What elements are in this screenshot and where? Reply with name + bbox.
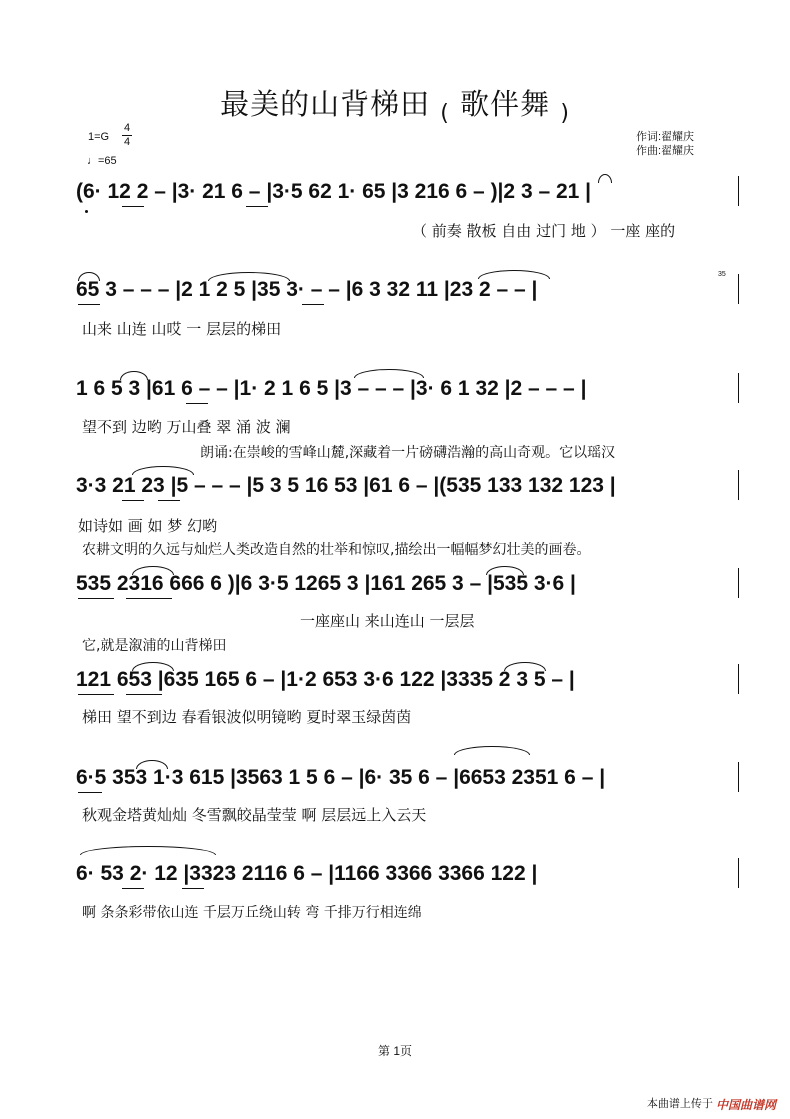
notation-line: 65 3 – – – |2 1 2 5 |35 3· – – |6 3 32 11 |23 2 – – | [76,278,538,301]
slur [354,369,424,378]
key-signature: 1=G [88,131,110,143]
notation-line: 1 6 5 3 |61 6 – – |1· 2 1 6 5 |3 – – – |3· 6 1 32 |2 – – – | [76,377,587,400]
beam [78,792,102,793]
slur [132,566,174,575]
notation-line: 3·3 21 23 |5 – – – |5 3 5 16 53 |61 6 – |(535 133 132 123 | [76,474,616,497]
title-open-paren: ( [440,101,450,126]
staff-row-4 [76,474,746,508]
title-close-paren: ) [560,101,570,126]
slur [478,270,550,279]
slur [136,760,168,769]
bar-line [738,664,739,694]
beam [246,206,268,207]
notation-line: 6·5 353 1·3 615 |3563 1 5 6 – |6· 35 6 – |6653 2351 6 – | [76,766,606,789]
beam [182,888,204,889]
slur [132,466,194,475]
time-signature [122,122,132,149]
lyric-line: 啊 条条彩带依山连 千层万丘绕山转 弯 千排万行相连绵 [82,905,422,921]
slur [208,272,290,281]
beam [122,206,144,207]
slur [486,566,524,575]
time-sig-bottom: 4 [123,136,131,148]
beam [78,598,114,599]
staff-row-3 [76,377,746,411]
lyricist-credit: 作词:翟耀庆 [636,131,695,143]
slur [454,746,530,755]
narration-line: 它,就是溆浦的山背梯田 [82,638,227,654]
time-sig-top: 4 [123,122,131,134]
staff-row-6 [76,668,746,702]
title-main: 最美的山背梯田 [220,87,431,121]
lyric-line: 山来 山连 山哎 一 层层的梯田 [82,320,282,338]
tempo-value: =65 [98,155,117,167]
staff-row-1 [76,180,746,214]
bar-line [738,176,739,206]
beam [78,694,114,695]
lyric-line: 秋观金塔黄灿灿 冬雪飘皎晶莹莹 啊 层层远上入云天 [82,806,427,824]
bar-line [738,373,739,403]
lyric-line: 望不到 边哟 万山叠 翠 涌 波 澜 [82,418,291,436]
notation-line: (6· 12 2 – |3· 21 6 – |3·5 62 1· 65 |3 216 6 – )|2 3 – 21 | [76,180,592,203]
staff-row-7 [76,766,746,800]
staff-row-2 [76,278,746,312]
narration-line: 朗诵:在崇峻的雪峰山麓,深藏着一片磅礴浩瀚的高山奇观。它以瑶汉 [200,445,616,461]
site-logo: 中国曲谱网 [715,1097,776,1112]
narration-line: 农耕文明的久远与灿烂人类改造自然的壮举和惊叹,描绘出一幅幅梦幻壮美的画卷。 [82,542,591,558]
bar-line [738,568,739,598]
beam [126,694,162,695]
measure-number: 35 [718,271,726,278]
lyric-line: 梯田 望不到边 春看银波似明镜哟 夏时翠玉绿茵茵 [82,708,412,726]
upload-credit [647,1095,776,1113]
beam [126,598,172,599]
beam [78,304,100,305]
bar-line [738,858,739,888]
notation-line: 535 2316 666 6 )|6 3·5 1265 3 |161 265 3 – |535 3·6 | [76,572,576,595]
composer-credit: 作曲:翟耀庆 [636,145,695,157]
beam [122,500,144,501]
staff-row-8 [76,862,746,896]
lyric-line: 一座座山 来山连山 一层层 [300,612,475,630]
lyric-line: （ 前奏 散板 自由 过门 地 ） 一座 座的 [412,222,676,240]
beam [302,304,324,305]
staff-row-5 [76,572,746,606]
title-sub: 歌伴舞 [460,87,551,121]
slur [132,662,174,671]
notation-line: 6· 53 2· 12 |3323 2116 6 – |1166 3366 3366 122 | [76,862,538,885]
beam [186,403,208,404]
slur [504,662,546,671]
upload-text: 本曲谱上传于 [646,1098,713,1110]
page-number: 第 1页 [377,1044,412,1058]
slur [78,272,100,281]
bar-line [738,470,739,500]
notation-line: 121 653 |635 165 6 – |1·2 653 3·6 122 |3335 2 3 5 – | [76,668,575,691]
lyric-line: 如诗如 画 如 梦 幻哟 [78,517,218,535]
quarter-note-icon: ♩ [87,155,98,167]
tempo-marking [87,155,117,168]
bar-line [738,274,739,304]
slur [120,371,148,380]
low-octave-dot [85,210,88,213]
slur [80,846,216,855]
fermata [598,174,612,183]
bar-line [738,762,739,792]
beam [122,888,144,889]
beam [158,500,180,501]
page-title [0,82,790,126]
